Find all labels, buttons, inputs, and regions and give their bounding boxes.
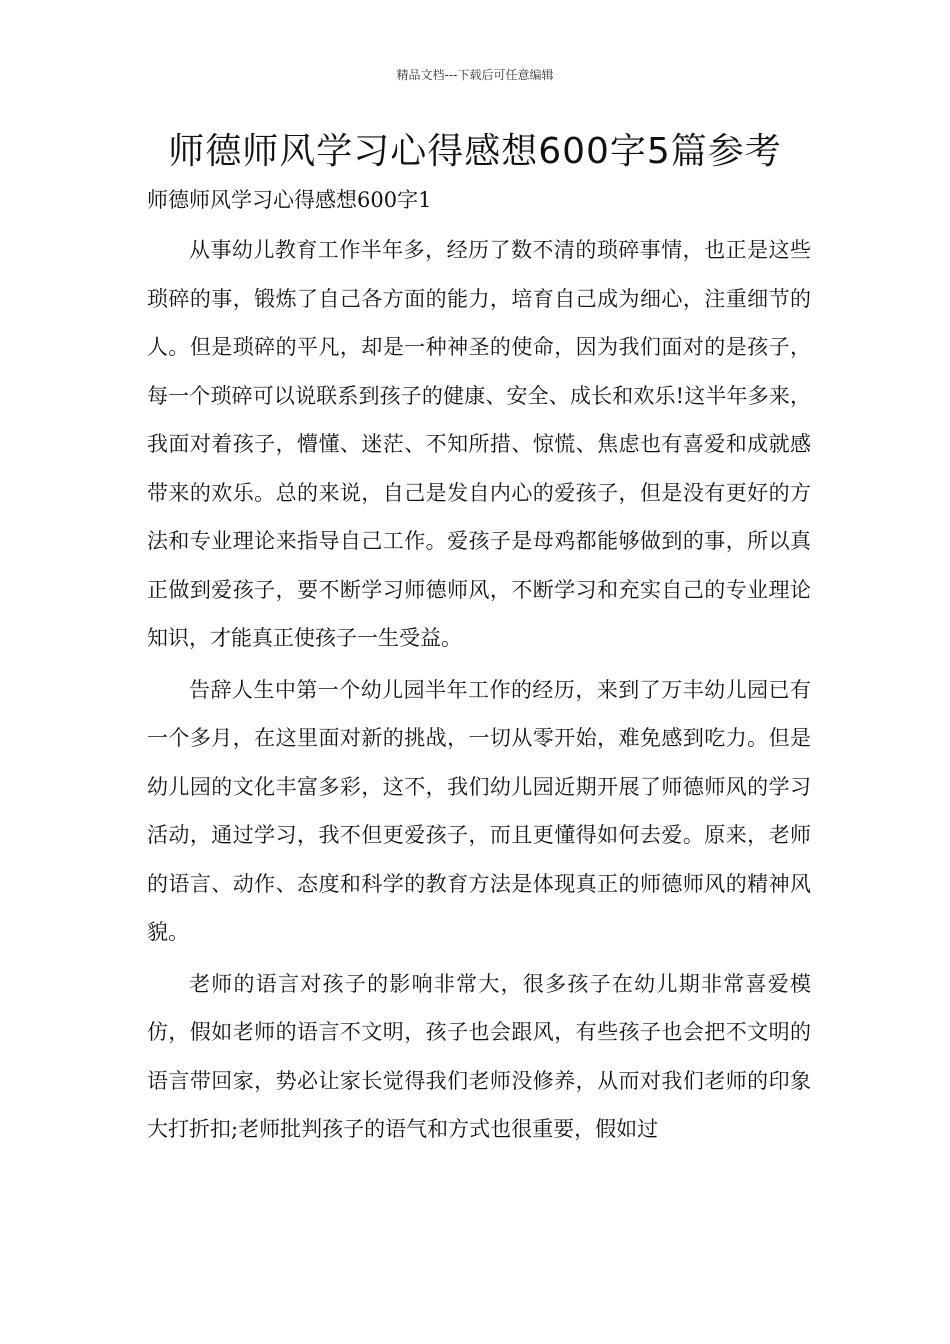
body-paragraph-2: 告辞人生中第一个幼儿园半年工作的经历，来到了万丰幼儿园已有一个多月，在这里面对新的挑战，一切从零开始，难免感到吃力。但是幼儿园的文化丰富多彩，这不，我们幼儿园近期开展了师德师风的学习活动，通过学习，我不但更爱孩子，而且更懂得如何去爱。原来，老师的语言、动作、态度和科学的教育方法是体现真正的师德师风的精神风貌。: [147, 677, 811, 944]
body-paragraph-1: 从事幼儿教育工作半年多，经历了数不清的琐碎事情，也正是这些琐碎的事，锻炼了自己各方面的能力，培育自己成为细心，注重细节的人。但是琐碎的平凡，却是一种神圣的使命，因为我们面对的是孩子，每一个琐碎可以说联系到孩子的健康、安全、成长和欢乐!这半年多来，我面对着孩子，懵懂、迷茫、不知所措、惊慌、焦虑也有喜爱和成就感带来的欢乐。总的来说，自己是发自内心的爱孩子，但是没有更好的方法和专业理论来指导自己工作。爱孩子是母鸡都能够做到的事，所以真正做到爱孩子，要不断学习师德师风，不断学习和充实自己的专业理论知识，才能真正使孩子一生受益。: [147, 238, 811, 650]
section-subheading: 师德师风学习心得感想600字1: [147, 188, 432, 212]
document-title: 师德师风学习心得感想600字5篇参考: [168, 131, 782, 172]
document-header-note: 精品文档---下载后可任意编辑: [396, 68, 554, 82]
body-paragraph-3: 老师的语言对孩子的影响非常大，很多孩子在幼儿期非常喜爱模仿，假如老师的语言不文明，孩子也会跟风，有些孩子也会把不文明的语言带回家，势必让家长觉得我们老师没修养，从而对我们老师的印象大打折扣;老师批判孩子的语气和方式也很重要，假如过: [147, 971, 811, 1141]
document-body: [147, 226, 811, 1157]
